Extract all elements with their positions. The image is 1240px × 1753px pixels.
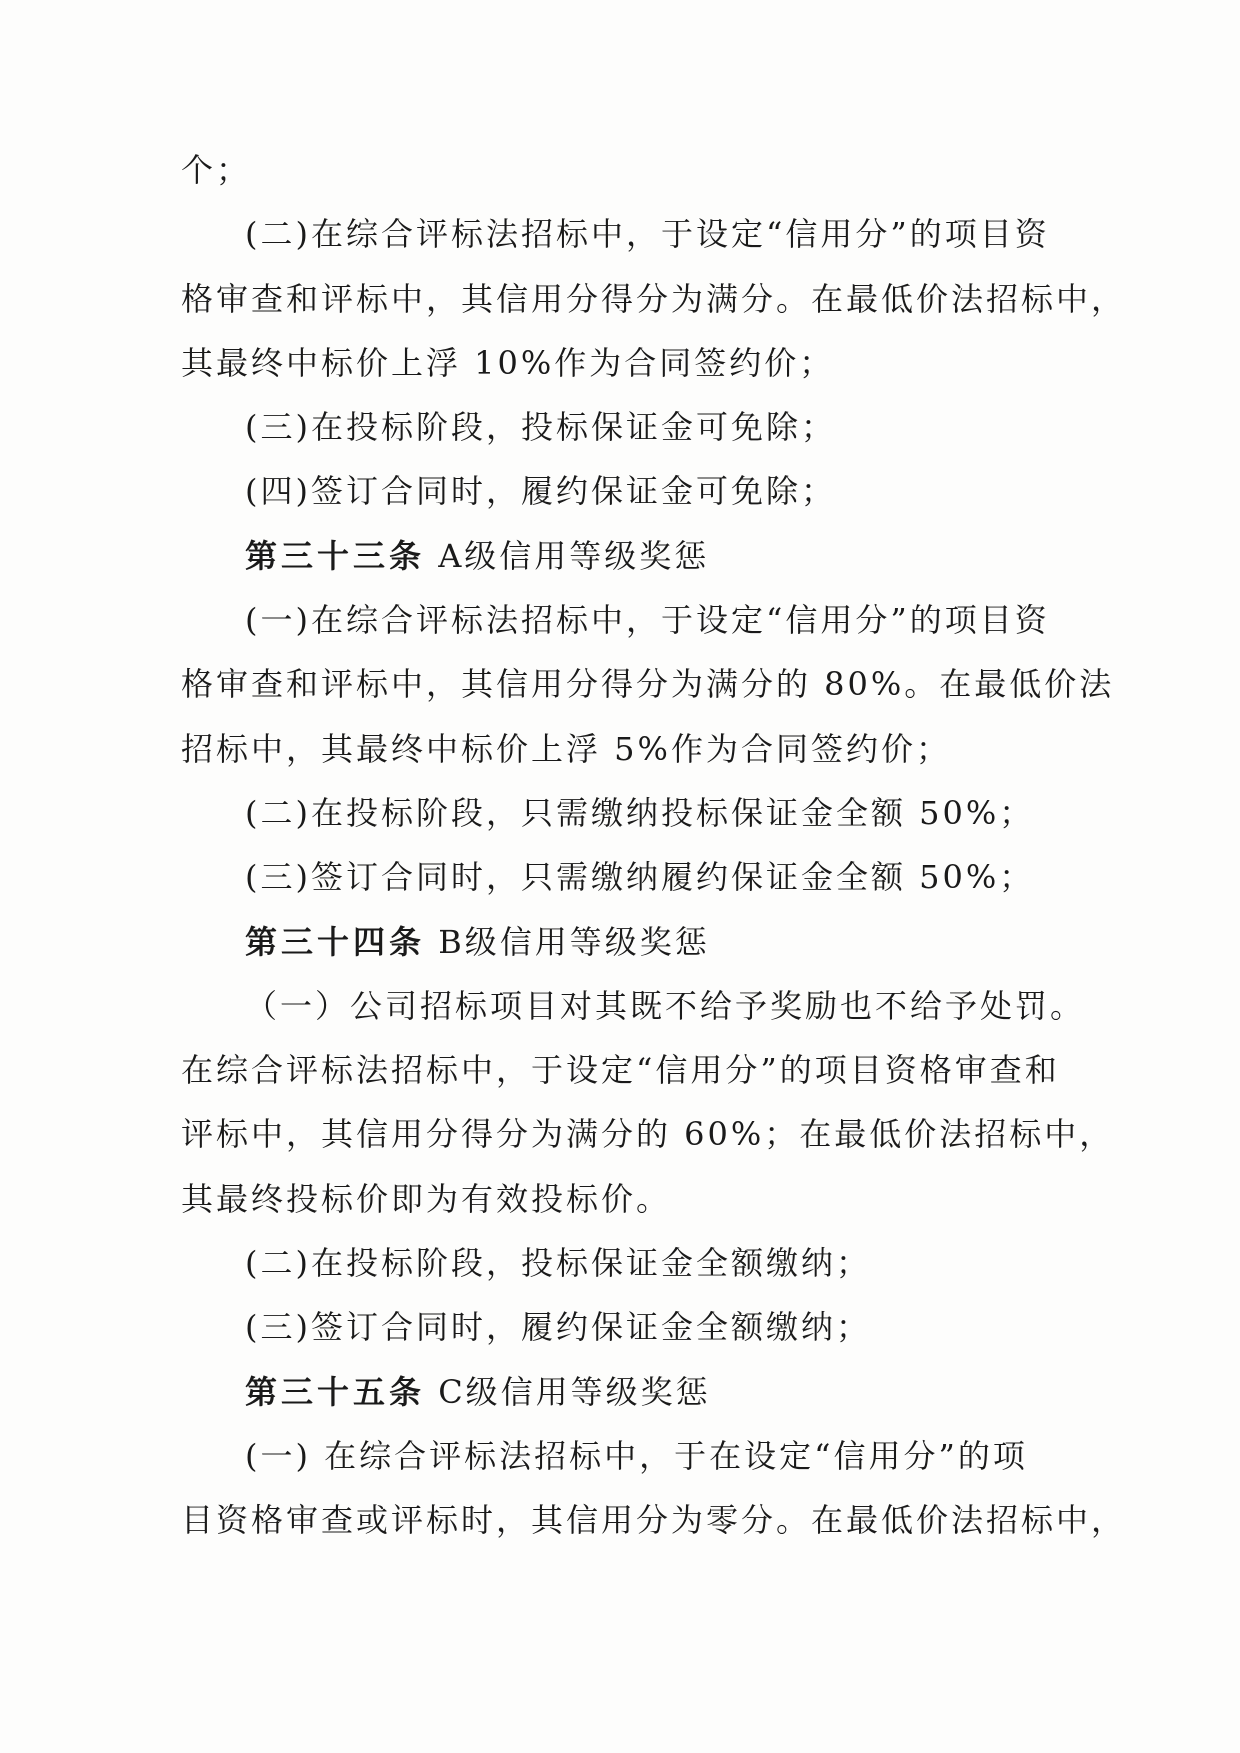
body-line: 格审查和评标中，其信用分得分为满分的 80%。在最低价法 [181,665,1115,704]
body-line: (二)在投标阶段，投标保证金全额缴纳； [245,1244,871,1283]
body-line: 个； [181,151,252,189]
article-title: C级信用等级奖惩 [438,1372,711,1411]
body-line: （一）公司招标项目对其既不给予奖励也不给予处罚。 [245,986,1086,1025]
body-line: 格审查和评标中，其信用分得分为满分。在最低价法招标中， [181,279,1127,318]
article-heading [181,524,1061,588]
article-heading [181,1360,1061,1424]
article-title: B级信用等级奖惩 [438,922,710,961]
body-line: 评标中，其信用分得分为满分的 60%；在最低价法招标中， [181,1115,1115,1154]
article-heading [181,910,1061,974]
body-line: 在综合评标法招标中，于设定“信用分”的项目资格审查和 [181,1051,1060,1090]
body-line: (三)签订合同时，只需缴纳履约保证金全额 50%； [245,858,1035,897]
body-line: 目资格审查或评标时，其信用分为零分。在最低价法招标中， [181,1501,1127,1540]
body-line: (二)在投标阶段，只需缴纳投标保证金全额 50%； [245,793,1035,832]
article-number: 第三十三条 [245,536,426,575]
article-title: A级信用等级奖惩 [438,536,710,575]
body-line: (二)在综合评标法招标中，于设定“信用分”的项目资 [245,215,1050,254]
article-number: 第三十五条 [245,1372,426,1411]
article-number: 第三十四条 [245,922,426,961]
body-line: (一)在综合评标法招标中，于设定“信用分”的项目资 [245,601,1050,640]
body-line: (三)签订合同时，履约保证金全额缴纳； [245,1308,871,1347]
body-line: (四)签订合同时，履约保证金可免除； [245,472,836,511]
body-line: (三)在投标阶段，投标保证金可免除； [245,408,836,447]
body-line: (一) 在综合评标法招标中，于在设定“信用分”的项 [245,1436,1028,1475]
body-line: 其最终投标价即为有效投标价。 [181,1179,672,1218]
body-line: 招标中，其最终中标价上浮 5%作为合同签约价； [181,729,951,768]
document-body [181,138,1127,1553]
body-line: 其最终中标价上浮 10%作为合同签约价； [181,343,835,382]
